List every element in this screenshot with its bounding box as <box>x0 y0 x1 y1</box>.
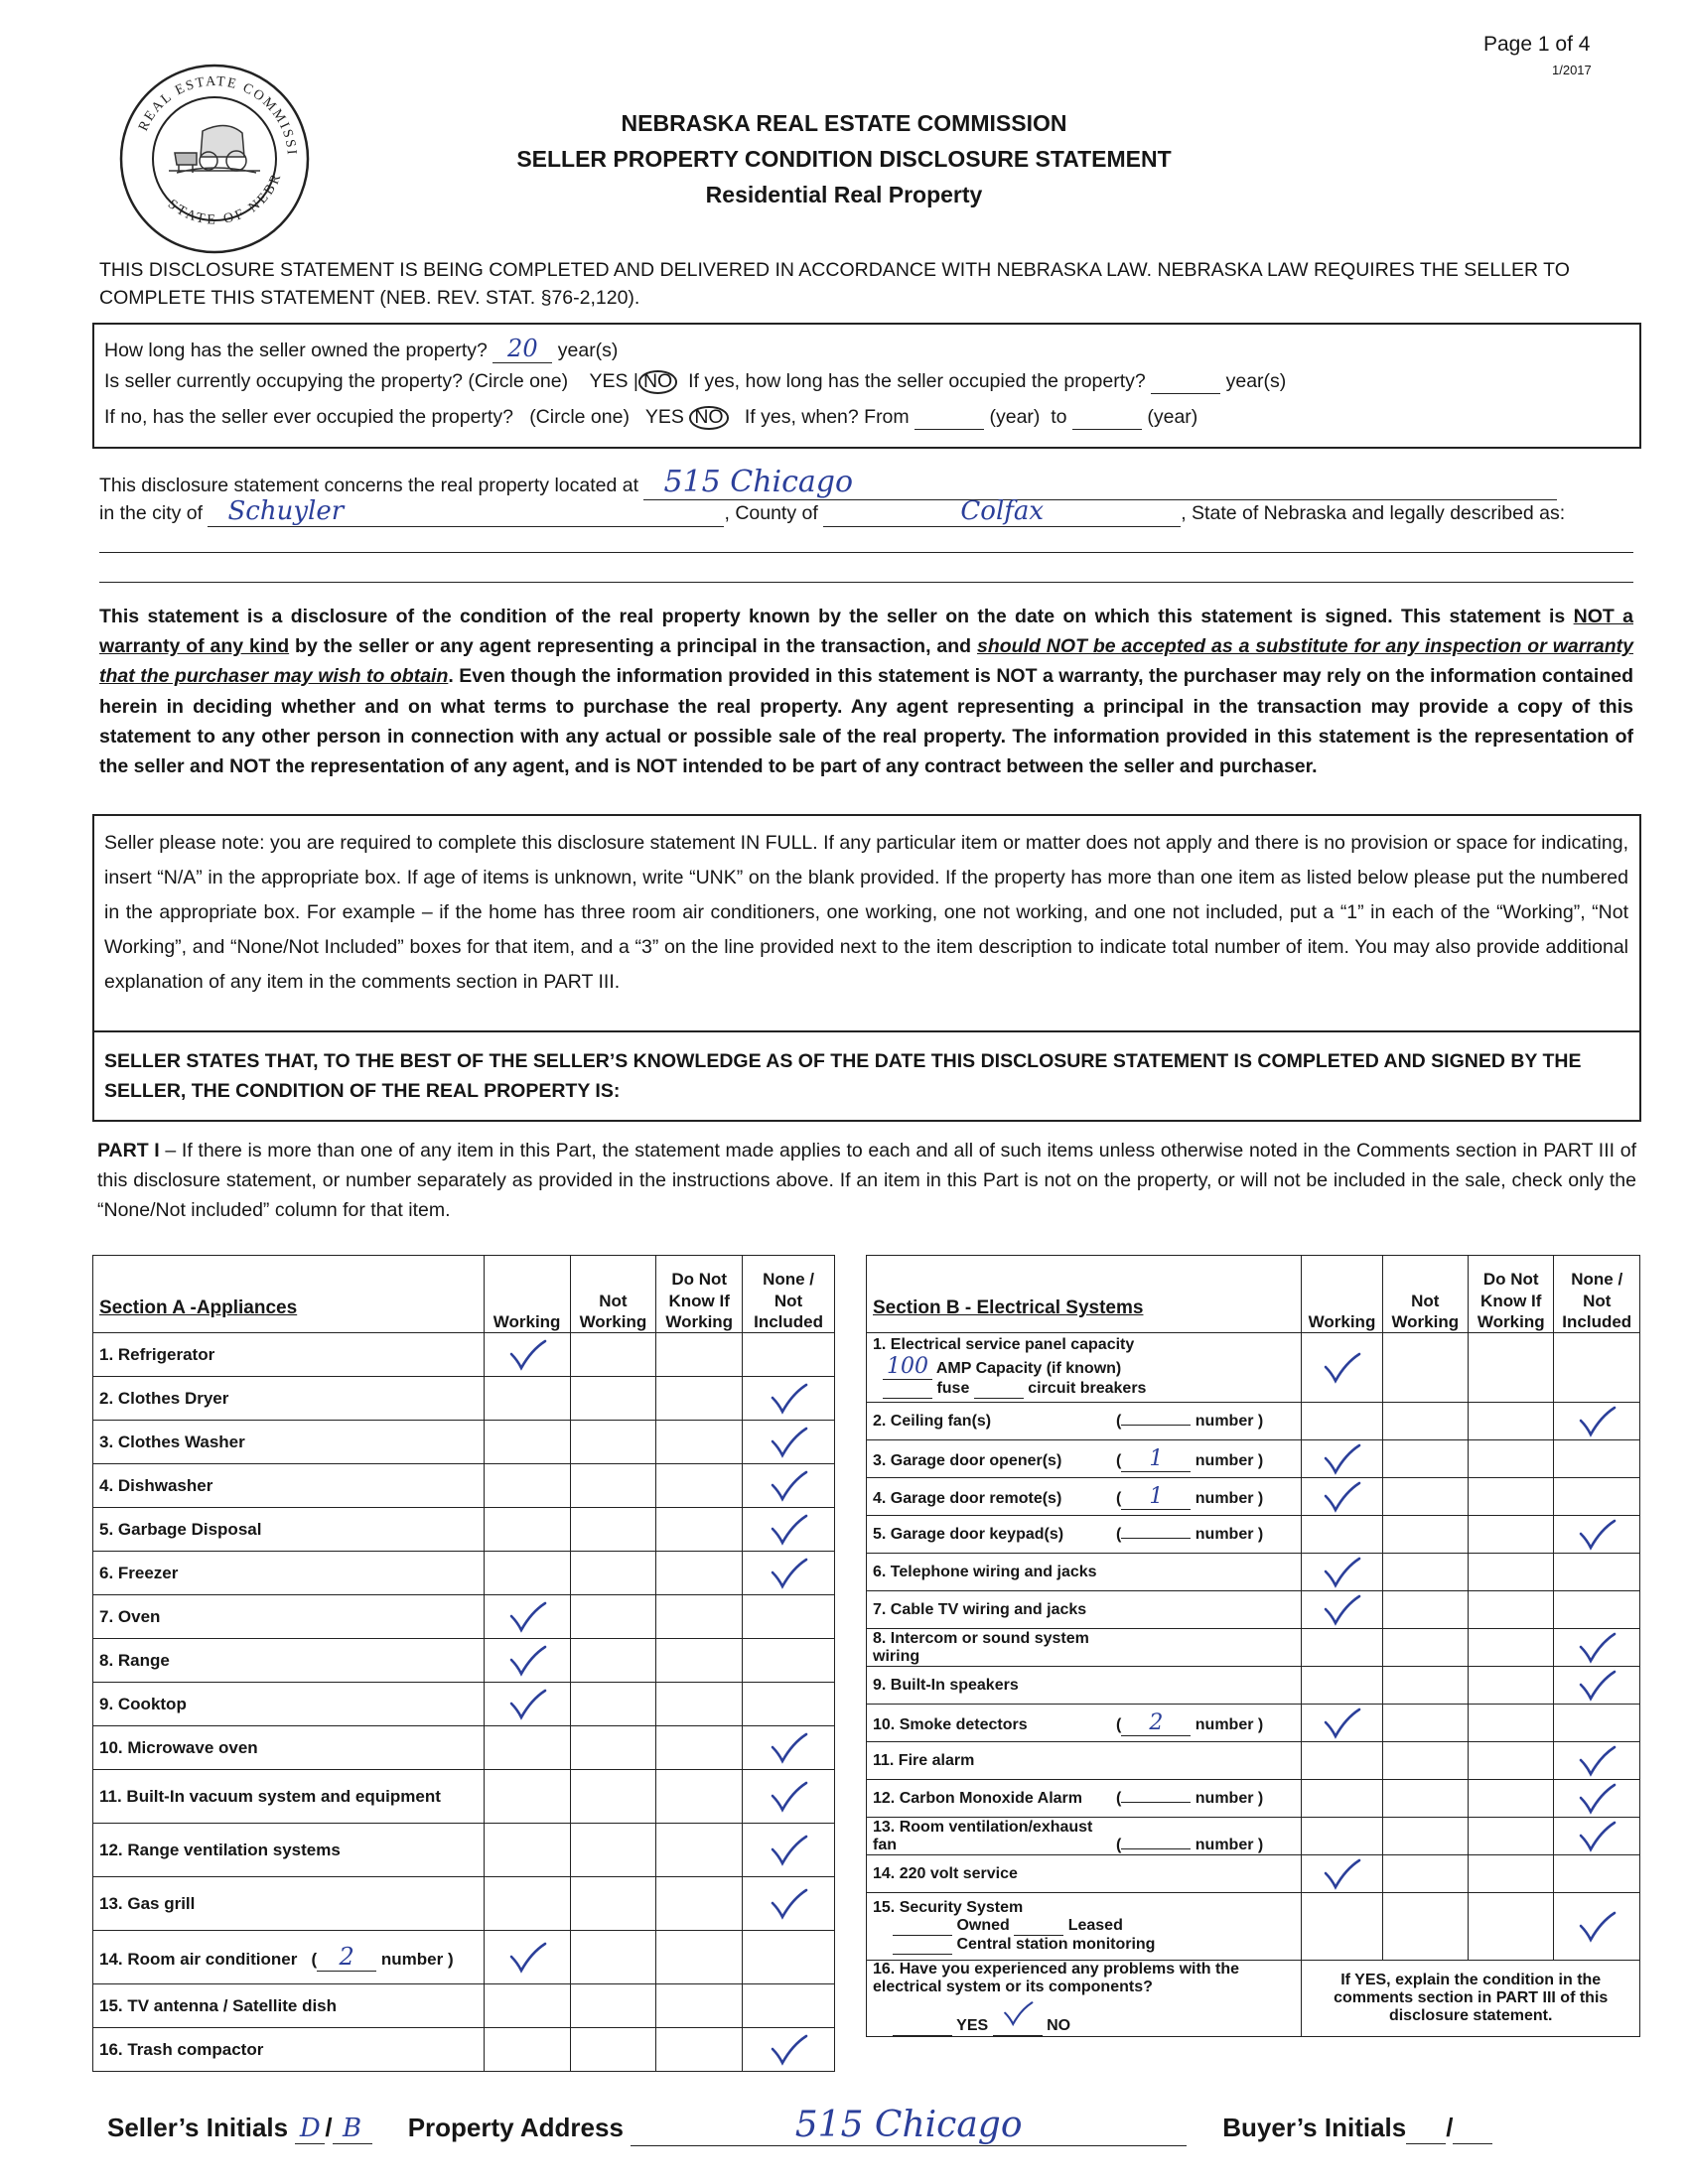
checkbox-none[interactable] <box>743 1377 835 1421</box>
checkbox-none[interactable] <box>1554 1554 1640 1591</box>
checkbox-working[interactable] <box>484 1824 570 1877</box>
table-row <box>93 1639 835 1683</box>
header-line2: SELLER PROPERTY CONDITION DISCLOSURE STATEMENT <box>516 146 1172 172</box>
item-count-field[interactable] <box>1121 1802 1191 1803</box>
checkbox-working[interactable] <box>1302 1516 1382 1554</box>
checkbox-none[interactable] <box>743 1877 835 1931</box>
table-row <box>867 1893 1640 1961</box>
checkmark-icon <box>749 1382 828 1416</box>
q2-yes-option[interactable]: YES <box>589 370 629 392</box>
checkbox-none[interactable] <box>743 1984 835 2028</box>
checkbox-none[interactable] <box>743 1464 835 1508</box>
checkmark-icon <box>1308 1556 1375 1589</box>
checkbox-not-working[interactable] <box>1382 1478 1468 1516</box>
item-label: 16. Trash compactor <box>93 2028 485 2072</box>
checkbox-working[interactable] <box>484 1770 570 1824</box>
checkbox-none[interactable] <box>743 2028 835 2072</box>
table-row <box>93 2028 835 2072</box>
item-label: 10. Smoke detectors ( 2 number ) <box>867 1705 1302 1742</box>
checkbox-not-working[interactable] <box>570 1683 656 1726</box>
table-row <box>93 1726 835 1770</box>
checkbox-dont-know[interactable] <box>656 2028 743 2072</box>
checkbox-not-working[interactable] <box>570 1377 656 1421</box>
checkbox-none[interactable] <box>1554 1629 1640 1667</box>
checkbox-not-working[interactable] <box>1382 1333 1468 1403</box>
q2-years-field[interactable] <box>1151 370 1220 394</box>
checkbox-none[interactable] <box>1554 1667 1640 1705</box>
checkbox-not-working[interactable] <box>570 1552 656 1595</box>
checkbox-working[interactable] <box>1302 1333 1382 1403</box>
buyer-initials-1[interactable] <box>1406 2113 1446 2144</box>
location-line2: in the city of Schuyler , County of Colfax , State of Nebraska and legally described as: <box>99 496 1566 526</box>
col-none: None / Not Included <box>1554 1256 1640 1333</box>
ownership-q2: Is seller currently occupying the property? (Circle one) YES | NO If yes, how long has the seller occupied the property? year(s) <box>104 370 1287 392</box>
item-label: 4. Dishwasher <box>93 1464 485 1508</box>
checkbox-not-working[interactable] <box>1382 1440 1468 1478</box>
table-row <box>867 1742 1640 1780</box>
checkbox-not-working[interactable] <box>1382 1629 1468 1667</box>
checkbox-not-working[interactable] <box>1382 1554 1468 1591</box>
checkbox-not-working[interactable] <box>1382 1591 1468 1629</box>
table-row <box>867 1591 1640 1629</box>
checkbox-dont-know[interactable] <box>656 1464 743 1508</box>
security-owned-field[interactable] <box>893 1917 952 1936</box>
checkbox-not-working[interactable] <box>1382 1742 1468 1780</box>
table-row <box>867 1667 1640 1705</box>
years-owned-field[interactable]: 20 <box>492 335 552 363</box>
col-not-working: Not Working <box>570 1256 656 1333</box>
checkmark-icon <box>491 1644 564 1678</box>
checkbox-working[interactable] <box>484 1595 570 1639</box>
checkbox-dont-know[interactable] <box>656 1421 743 1464</box>
table-row <box>93 1877 835 1931</box>
q16-yes-field[interactable] <box>893 2017 952 2036</box>
item-count-field[interactable]: 2 <box>1121 1710 1191 1736</box>
item-label: 8. Range <box>93 1639 485 1683</box>
table-row <box>867 1629 1640 1667</box>
checkbox-dont-know[interactable] <box>1469 1516 1554 1554</box>
checkbox-working[interactable] <box>484 1726 570 1770</box>
table-row <box>93 1984 835 2028</box>
col-dont-know: Do Not Know If Working <box>656 1256 743 1333</box>
table-row <box>867 1333 1640 1403</box>
checkmark-icon <box>749 1887 828 1921</box>
checkbox-working[interactable] <box>484 1508 570 1552</box>
checkbox-dont-know[interactable] <box>656 1683 743 1726</box>
checkbox-working[interactable] <box>1302 1705 1382 1742</box>
checkbox-none[interactable] <box>1554 1478 1640 1516</box>
item-label: 2. Ceiling fan(s) ( number ) <box>867 1403 1302 1440</box>
checkbox-dont-know[interactable] <box>1469 1554 1554 1591</box>
checkbox-not-working[interactable] <box>1382 1855 1468 1893</box>
ownership-box <box>92 323 1641 449</box>
col-working: Working <box>1302 1256 1382 1333</box>
checkbox-not-working[interactable] <box>570 1931 656 1984</box>
table-row <box>867 1855 1640 1893</box>
checkmark-icon <box>491 1600 564 1634</box>
checkmark-icon <box>1308 1351 1375 1385</box>
checkbox-dont-know[interactable] <box>656 1508 743 1552</box>
checkbox-dont-know[interactable] <box>656 1333 743 1377</box>
checkmark-icon <box>749 1469 828 1503</box>
q16-no-field[interactable] <box>993 1996 1043 2036</box>
table-row <box>93 1421 835 1464</box>
checkmark-icon <box>1560 1744 1633 1778</box>
security-leased-field[interactable] <box>1014 1917 1063 1936</box>
checkbox-none[interactable] <box>1554 1403 1640 1440</box>
table-row <box>93 1683 835 1726</box>
checkbox-not-working[interactable] <box>570 1984 656 2028</box>
checkbox-working[interactable] <box>484 1377 570 1421</box>
checkbox-none[interactable] <box>743 1931 835 1984</box>
checkbox-not-working[interactable] <box>1382 1403 1468 1440</box>
item-label: 9. Cooktop <box>93 1683 485 1726</box>
checkbox-working[interactable] <box>484 1333 570 1377</box>
checkbox-not-working[interactable] <box>1382 1667 1468 1705</box>
checkbox-not-working[interactable] <box>1382 1818 1468 1855</box>
checkbox-not-working[interactable] <box>570 1877 656 1931</box>
item-label: 2. Clothes Dryer <box>93 1377 485 1421</box>
table-row <box>867 1961 1640 2037</box>
table-row <box>867 1440 1640 1478</box>
checkbox-not-working[interactable] <box>570 1770 656 1824</box>
item-count-field[interactable]: 2 <box>317 1943 376 1972</box>
checkbox-working[interactable] <box>484 1552 570 1595</box>
table-row <box>867 1554 1640 1591</box>
checkmark-icon <box>1000 2000 1035 2031</box>
checkbox-dont-know[interactable] <box>1469 1742 1554 1780</box>
checkbox-working[interactable] <box>1302 1440 1382 1478</box>
fuse-field[interactable] <box>883 1380 932 1399</box>
item-count-field[interactable] <box>1121 1538 1191 1539</box>
q16-explain-text: If YES, explain the condition in the comments section in PART III of this disclosure statement. <box>1302 1961 1640 2037</box>
item-label: 7. Cable TV wiring and jacks <box>867 1591 1302 1629</box>
checkbox-dont-know[interactable] <box>656 1824 743 1877</box>
checkbox-working[interactable] <box>1302 1893 1382 1961</box>
checkbox-dont-know[interactable] <box>1469 1629 1554 1667</box>
checkmark-icon <box>491 1338 564 1372</box>
checkbox-none[interactable] <box>1554 1742 1640 1780</box>
disclaimer-text: This statement is a disclosure of the condition of the real property known by the seller on the date on which this statement is signed. This statement is NOT a warranty of any kind by the seller or any agent representing a principal in the transaction, and should NOT be accepted as a substitute for any inspection or warranty that the purchaser may wish to obtain. Even though the information provided in this statement is NOT a warranty, the purchaser may rely on the information contained herein in deciding whether and on what terms to purchase the real property. Any agent representing a principal in the transaction may provide a copy of this statement to any other person in connection with any actual or possible sale of the real property. The information provided in this statement is the representation of the seller and NOT the representation of any agent, and is NOT intended to be part of any contract between the seller and purchaser. <box>99 606 1633 778</box>
checkbox-not-working[interactable] <box>570 2028 656 2072</box>
q3-from-field[interactable] <box>914 406 984 430</box>
part1-text: PART I – If there is more than one of any item in this Part, the statement made applies to each and all of such items unless otherwise noted in the Comments section in PART III of this disclosure statement, or number separately as provided in the instructions above. If an item in this Part is not on the property, or will not be included in the sale, check only the “None/Not included” column for that item. <box>97 1140 1636 1222</box>
checkbox-dont-know[interactable] <box>656 1877 743 1931</box>
checkbox-not-working[interactable] <box>570 1639 656 1683</box>
table-row <box>867 1403 1640 1440</box>
central-monitoring-field[interactable] <box>893 1936 952 1955</box>
checkbox-dont-know[interactable] <box>1469 1591 1554 1629</box>
property-address-field[interactable]: 515 Chicago <box>643 465 1557 500</box>
item-label: 11. Fire alarm <box>867 1742 1302 1780</box>
checkbox-none[interactable] <box>743 1421 835 1464</box>
item-label: 4. Garage door remote(s) ( 1 number ) <box>867 1478 1302 1516</box>
checkbox-working[interactable] <box>1302 1629 1382 1667</box>
item-label: 13. Gas grill <box>93 1877 485 1931</box>
checkmark-icon <box>1560 1669 1633 1703</box>
item-label: 9. Built-In speakers <box>867 1667 1302 1705</box>
footer-address-field[interactable]: 515 Chicago <box>631 2105 1187 2146</box>
col-dont-know: Do Not Know If Working <box>1469 1256 1554 1333</box>
revision-date: 1/2017 <box>1552 63 1592 77</box>
checkmark-icon <box>1560 1518 1633 1552</box>
checkbox-none[interactable] <box>1554 1893 1640 1961</box>
table-row <box>93 1824 835 1877</box>
checkbox-not-working[interactable] <box>570 1508 656 1552</box>
checkbox-dont-know[interactable] <box>656 1377 743 1421</box>
checkbox-not-working[interactable] <box>570 1464 656 1508</box>
item-count-field[interactable]: 1 <box>1121 1446 1191 1472</box>
table-row <box>867 1705 1640 1742</box>
ownership-q1: How long has the seller owned the property? 20 year(s) <box>104 335 619 362</box>
item-label: 7. Oven <box>93 1595 485 1639</box>
item-label: 8. Intercom or sound system wiring <box>867 1629 1302 1667</box>
item-label: 14. 220 volt service <box>867 1855 1302 1893</box>
checkbox-working[interactable] <box>1302 1855 1382 1893</box>
checkmark-icon <box>749 1834 828 1867</box>
checkbox-working[interactable] <box>1302 1667 1382 1705</box>
amp-capacity-field[interactable]: 100 <box>883 1354 932 1380</box>
seal-bottom-text: STATE OF NEBR <box>164 169 286 228</box>
checkbox-dont-know[interactable] <box>656 1931 743 1984</box>
checkbox-not-working[interactable] <box>1382 1893 1468 1961</box>
checkbox-none[interactable] <box>743 1333 835 1377</box>
checkmark-icon <box>1308 1442 1375 1476</box>
table-row <box>867 1780 1640 1818</box>
item-count-field[interactable]: 1 <box>1121 1484 1191 1510</box>
item-label: 15. TV antenna / Satellite dish <box>93 1984 485 2028</box>
table-row <box>93 1931 835 1984</box>
item-label: 1. Refrigerator <box>93 1333 485 1377</box>
item-label: 6. Telephone wiring and jacks <box>867 1554 1302 1591</box>
checkbox-working[interactable] <box>484 1984 570 2028</box>
item-label: 15. Security System Owned Leased Central station monitoring <box>867 1893 1302 1961</box>
checkbox-none[interactable] <box>1554 1516 1640 1554</box>
checkbox-not-working[interactable] <box>570 1824 656 1877</box>
checkmark-icon <box>1560 1631 1633 1665</box>
checkmark-icon <box>491 1688 564 1721</box>
table-row <box>93 1552 835 1595</box>
item-label: 13. Room ventilation/exhaust fan ( number ) <box>867 1818 1302 1855</box>
buyer-initials-label: Buyer’s Initials <box>1222 2113 1407 2142</box>
checkbox-not-working[interactable] <box>1382 1780 1468 1818</box>
checkbox-none[interactable] <box>1554 1780 1640 1818</box>
table-row <box>93 1377 835 1421</box>
checkbox-not-working[interactable] <box>570 1333 656 1377</box>
section-a-table <box>92 1255 835 2072</box>
checkbox-none[interactable] <box>743 1595 835 1639</box>
checkbox-none[interactable] <box>1554 1333 1640 1403</box>
table-row <box>93 1770 835 1824</box>
checkbox-none[interactable] <box>1554 1818 1640 1855</box>
checkbox-none[interactable] <box>1554 1705 1640 1742</box>
checkbox-dont-know[interactable] <box>656 1984 743 2028</box>
buyer-initials-2[interactable] <box>1453 2113 1492 2144</box>
section-a-title: Section A -Appliances <box>93 1256 485 1333</box>
checkmark-icon <box>1560 1820 1633 1853</box>
item-label: 14. Room air conditioner ( 2 number ) <box>93 1931 485 1984</box>
q3-yes-option[interactable]: YES <box>644 406 684 428</box>
item-label: 1. Electrical service panel capacity 100 AMP Capacity (if known) fuse circuit breakers <box>867 1333 1302 1403</box>
checkbox-none[interactable] <box>1554 1440 1640 1478</box>
checkbox-none[interactable] <box>743 1683 835 1726</box>
q3-no-option-circled[interactable]: NO <box>689 406 728 430</box>
checkbox-working[interactable] <box>1302 1591 1382 1629</box>
item-label: 11. Built-In vacuum system and equipment <box>93 1770 485 1824</box>
checkmark-icon <box>1308 1593 1375 1627</box>
checkmark-icon <box>1560 1782 1633 1816</box>
intro-text: THIS DISCLOSURE STATEMENT IS BEING COMPLETED AND DELIVERED IN ACCORDANCE WITH NEBRASKA LAW. NEBRASKA LAW REQUIRES THE SELLER TO COMPLETE THIS STATEMENT (NEB. REV. STAT. §76-2,120). <box>99 259 1570 310</box>
checkbox-dont-know[interactable] <box>656 1726 743 1770</box>
page-number: Page 1 of 4 <box>1483 33 1591 56</box>
checkbox-working[interactable] <box>484 1877 570 1931</box>
checkbox-working[interactable] <box>484 1421 570 1464</box>
checkbox-dont-know[interactable] <box>1469 1333 1554 1403</box>
breaker-field[interactable] <box>974 1380 1024 1399</box>
item-label: 3. Garage door opener(s) ( 1 number ) <box>867 1440 1302 1478</box>
checkmark-icon <box>1560 1405 1633 1438</box>
checkbox-dont-know[interactable] <box>1469 1705 1554 1742</box>
checkbox-none[interactable] <box>743 1726 835 1770</box>
checkbox-not-working[interactable] <box>1382 1705 1468 1742</box>
checkbox-not-working[interactable] <box>570 1595 656 1639</box>
seller-initials-2[interactable]: B <box>333 2114 372 2144</box>
checkbox-dont-know[interactable] <box>1469 1478 1554 1516</box>
item-label: 16. Have you experienced any problems with the electrical system or its components? YES NO <box>867 1961 1302 2037</box>
county-field[interactable]: Colfax <box>823 496 1181 527</box>
table-row <box>867 1516 1640 1554</box>
checkbox-dont-know[interactable] <box>656 1595 743 1639</box>
section-b-table <box>866 1255 1640 2037</box>
checkbox-not-working[interactable] <box>570 1421 656 1464</box>
checkbox-dont-know[interactable] <box>1469 1667 1554 1705</box>
checkbox-dont-know[interactable] <box>1469 1780 1554 1818</box>
header-line1: NEBRASKA REAL ESTATE COMMISSION <box>621 110 1067 136</box>
checkbox-dont-know[interactable] <box>656 1770 743 1824</box>
table-row <box>93 1333 835 1377</box>
item-label: 12. Carbon Monoxide Alarm ( number ) <box>867 1780 1302 1818</box>
checkbox-working[interactable] <box>484 1931 570 1984</box>
ownership-q3: If no, has the seller ever occupied the property? (Circle one) YES NO If yes, when? From (year) to (year) <box>104 406 1198 428</box>
item-label: 6. Freezer <box>93 1552 485 1595</box>
checkbox-dont-know[interactable] <box>1469 1440 1554 1478</box>
checkbox-dont-know[interactable] <box>1469 1893 1554 1961</box>
checkmark-icon <box>749 2033 828 2067</box>
checkmark-icon <box>749 1426 828 1459</box>
seller-note-box <box>92 814 1641 1032</box>
checkbox-none[interactable] <box>743 1824 835 1877</box>
checkmark-icon <box>749 1780 828 1814</box>
checkbox-none[interactable] <box>1554 1855 1640 1893</box>
location-line1: This disclosure statement concerns the real property located at 515 Chicago <box>99 465 1557 500</box>
item-count-field[interactable] <box>1121 1425 1191 1426</box>
checkmark-icon <box>749 1557 828 1590</box>
seller-initials-1[interactable]: D <box>295 2114 325 2144</box>
table-row <box>93 1464 835 1508</box>
q3-to-field[interactable] <box>1072 406 1142 430</box>
table-row <box>93 1595 835 1639</box>
checkbox-none[interactable] <box>743 1552 835 1595</box>
footer: Seller’s Initials D / B Property Address 515 Chicago Buyer’s Initials / <box>107 2105 1492 2146</box>
checkbox-working[interactable] <box>1302 1818 1382 1855</box>
checkbox-not-working[interactable] <box>570 1726 656 1770</box>
checkmark-icon <box>491 1941 564 1975</box>
checkbox-dont-know[interactable] <box>656 1552 743 1595</box>
legal-description-line-1[interactable] <box>99 552 1633 553</box>
checkbox-dont-know[interactable] <box>1469 1403 1554 1440</box>
item-label: 10. Microwave oven <box>93 1726 485 1770</box>
checkbox-not-working[interactable] <box>1382 1516 1468 1554</box>
checkbox-working[interactable] <box>484 1639 570 1683</box>
seller-note-text: Seller please note: you are required to complete this disclosure statement IN FULL. If any particular item or matter does not apply and there is no provision or space for indicating, insert “N/A” in the appropriate box. If age of items is unknown, write “UNK” on the blank provided. If the property has more than one item as listed below please put the numbered in the appropriate box. For example – if the home has three room air conditioners, one working, one not working, and one not included, put a “1” in each of the “Working”, “Not Working”, and “None/Not Included” boxes for that item, and a “3” on the line provided next to the item description to indicate total number of item. You may also provide additional explanation of any item in the comments section in PART III. <box>104 832 1628 994</box>
seal-top-text: REAL ESTATE COMMISSI <box>136 73 300 158</box>
checkbox-working[interactable] <box>1302 1478 1382 1516</box>
item-label: 5. Garage door keypad(s) ( number ) <box>867 1516 1302 1554</box>
seller-states-box <box>92 1030 1641 1122</box>
checkmark-icon <box>749 1731 828 1765</box>
checkbox-working[interactable] <box>484 2028 570 2072</box>
seller-states-text: SELLER STATES THAT, TO THE BEST OF THE SELLER’S KNOWLEDGE AS OF THE DATE THIS DISCLOSURE STATEMENT IS COMPLETED AND SIGNED BY THE SELLER, THE CONDITION OF THE REAL PROPERTY IS: <box>104 1050 1582 1103</box>
checkmark-icon <box>1308 1480 1375 1514</box>
seller-initials-label: Seller’s Initials <box>107 2113 289 2142</box>
checkbox-working[interactable] <box>484 1683 570 1726</box>
property-address-label: Property Address <box>407 2113 624 2142</box>
checkbox-working[interactable] <box>1302 1554 1382 1591</box>
col-working: Working <box>484 1256 570 1333</box>
checkbox-dont-know[interactable] <box>1469 1855 1554 1893</box>
col-not-working: Not Working <box>1382 1256 1468 1333</box>
checkmark-icon <box>1560 1910 1633 1944</box>
checkmark-icon <box>1308 1706 1375 1740</box>
col-none: None / Not Included <box>743 1256 835 1333</box>
q2-no-option-circled[interactable]: NO <box>638 370 677 394</box>
header-line3: Residential Real Property <box>705 182 983 207</box>
checkbox-none[interactable] <box>1554 1591 1640 1629</box>
checkbox-none[interactable] <box>743 1770 835 1824</box>
checkbox-working[interactable] <box>484 1464 570 1508</box>
checkbox-working[interactable] <box>1302 1403 1382 1440</box>
checkbox-working[interactable] <box>1302 1780 1382 1818</box>
item-label: 3. Clothes Washer <box>93 1421 485 1464</box>
checkmark-icon <box>749 1513 828 1547</box>
legal-description-line-2[interactable] <box>99 582 1633 583</box>
table-row <box>93 1508 835 1552</box>
table-row <box>867 1478 1640 1516</box>
checkbox-dont-know[interactable] <box>656 1639 743 1683</box>
item-count-field[interactable] <box>1121 1848 1191 1849</box>
section-b-title: Section B - Electrical Systems <box>867 1256 1302 1333</box>
checkbox-none[interactable] <box>743 1508 835 1552</box>
checkbox-working[interactable] <box>1302 1742 1382 1780</box>
checkbox-dont-know[interactable] <box>1469 1818 1554 1855</box>
item-label: 5. Garbage Disposal <box>93 1508 485 1552</box>
item-label: 12. Range ventilation systems <box>93 1824 485 1877</box>
checkmark-icon <box>1308 1857 1375 1891</box>
table-row <box>867 1818 1640 1855</box>
checkbox-none[interactable] <box>743 1639 835 1683</box>
city-field[interactable]: Schuyler <box>208 496 724 527</box>
